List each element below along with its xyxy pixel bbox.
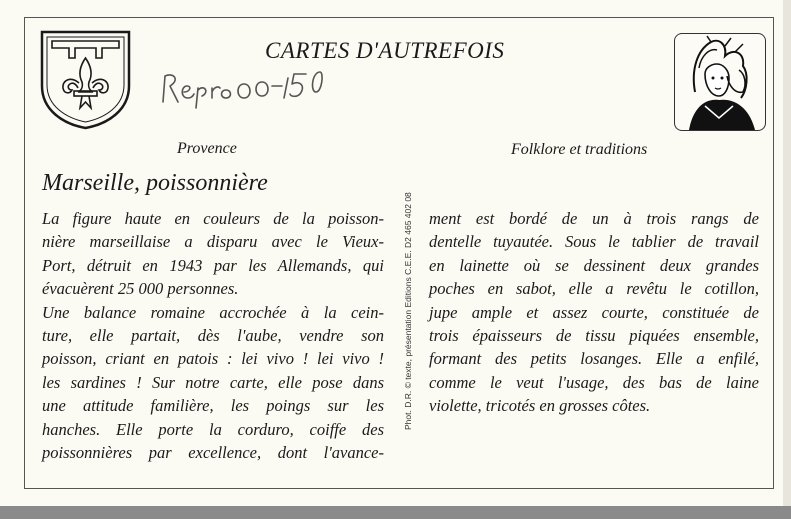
text-line: nière marseillaise a disparu avec le Vieux-	[42, 232, 384, 252]
text-line: La figure haute en couleurs de la poisson-	[42, 209, 384, 228]
text-line: hanches. Elle porte la corduro, coiffe des	[42, 419, 384, 439]
text-line: comme le veut l'usage, des bas de laine	[429, 372, 759, 392]
text-line: formant des petits losanges. Elle a enfilé,	[429, 349, 759, 369]
text-line: en lainette où se dessinent deux grandes	[429, 255, 759, 275]
text-line: ment est bordé de un à trois rangs de	[429, 209, 759, 228]
text-line: trois épaisseurs de tissu piquées ensemble,	[429, 325, 759, 345]
card-bottom-edge	[0, 506, 791, 519]
series-title: CARTES D'AUTREFOIS	[265, 38, 505, 63]
text-line: évacuèrent 25 000 personnes.	[42, 279, 239, 299]
text-line: les sardines ! Sur notre carte, elle pose dans	[42, 372, 384, 392]
text-line: Port, détruit en 1943 par les Allemands, qui	[42, 255, 384, 275]
photo-credit: Phot. D.R. © texte, présentation Editions C.E.E. D2 465 402 08	[403, 192, 413, 430]
provencal-woman-portrait-icon	[674, 33, 766, 131]
right-text-column	[429, 207, 759, 418]
category-label: Folklore et traditions	[511, 141, 648, 158]
text-line: poissonnières par excellence, dont l'avance-	[42, 442, 384, 462]
text-line: poches en sabot, elle a revêtu le cotillon,	[429, 279, 759, 299]
text-line: poisson, criant en patois : lei vivo ! lei vivo !	[42, 349, 384, 369]
text-line: une attitude familière, les poings sur les	[42, 396, 384, 416]
left-text-column	[42, 207, 384, 464]
card-right-edge	[783, 0, 791, 519]
subject-heading: Marseille, poissonnière	[42, 170, 268, 196]
text-line: Une balance romaine accrochée à la cein-	[42, 302, 384, 322]
text-line: jupe ample et assez courte, constituée de	[429, 302, 759, 322]
handwritten-reference	[160, 62, 325, 110]
text-line: dentelle tuyautée. Sous le tablier de travail	[429, 232, 759, 252]
text-line: violette, tricotés en grosses côtes.	[429, 396, 651, 416]
fleur-de-lis-shield-icon	[38, 28, 133, 131]
text-line: ture, elle partait, dès l'aube, vendre son	[42, 325, 384, 345]
region-label: Provence	[177, 140, 237, 157]
